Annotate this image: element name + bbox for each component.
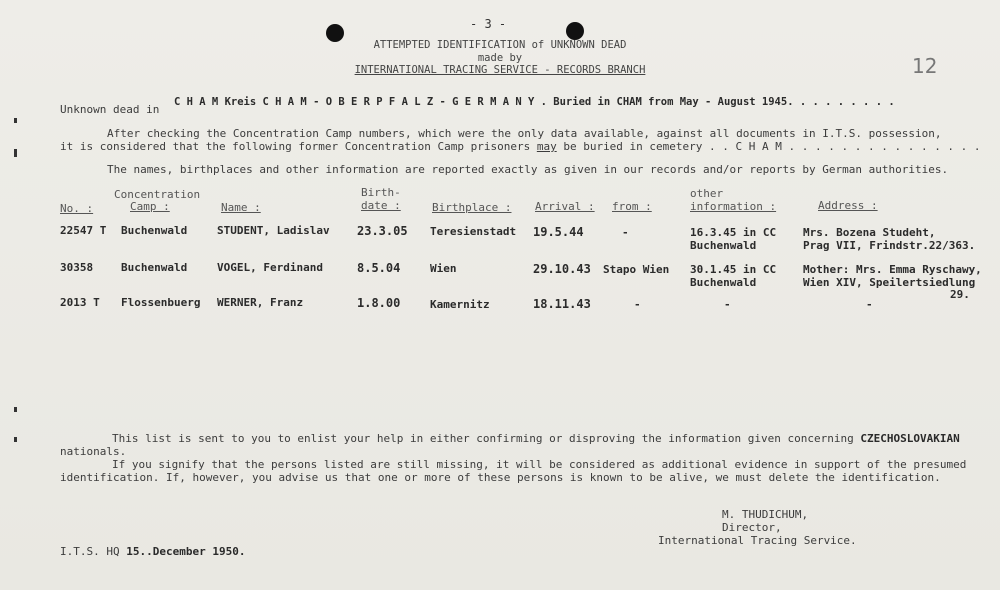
footer-date-line [60,545,245,558]
cell-arrival: 19.5.44 [533,225,584,239]
margin-mark [14,149,17,157]
col-header-name: Name : [221,201,261,214]
closing-nationality: CZECHOSLOVAKIAN [860,432,960,445]
cell-birthdate: 23.3.05 [357,224,408,238]
col-header-birth-top: Birth- [361,186,401,199]
margin-mark [14,407,17,412]
cell-address-3: 29. [950,288,970,301]
cell-camp: Buchenwald [121,224,188,237]
cell-from: Stapo Wien [603,263,670,276]
cell-no: 22547 T [60,224,107,237]
cell-arrival: 29.10.43 [533,262,591,276]
col-header-other: information : [690,200,777,213]
col-header-other-top: other [690,187,724,200]
page-number: - 3 - [470,17,507,31]
cell-other-1: 16.3.45 in CC [690,226,777,239]
cell-birthplace: Wien [430,262,457,275]
signature-name: M. THUDICHUM, [722,508,809,521]
cell-other-2: Buchenwald [690,239,757,252]
margin-mark [14,118,17,123]
col-header-from: from : [612,200,652,213]
cell-name: WERNER, Franz [217,296,304,309]
cell-name: STUDENT, Ladislav [217,224,330,237]
location-prefix: Unknown dead in [60,103,160,116]
cell-address-1: Mother: Mrs. Emma Ryschawy, [803,263,982,276]
closing-line-4: identification. If, however, you advise us that one or more of these persons is known to be alive, we must delete the identification. [60,471,941,484]
col-header-address: Address : [818,199,878,212]
col-header-camp-top: Concentration [114,188,201,201]
header-made-by: made by [477,52,523,64]
cell-camp: Buchenwald [121,261,188,274]
margin-mark [14,437,17,442]
header-organization: INTERNATIONAL TRACING SERVICE - RECORDS BRANCH [354,64,646,76]
cell-camp: Flossenbuerg [121,296,201,309]
closing-line-3: If you signify that the persons listed are still missing, it will be considered as additional evidence in support of the presumed [112,458,967,471]
cell-address-2: Prag VII, Frindstr.22/363. [803,239,976,252]
cell-birthdate: 1.8.00 [357,296,401,310]
signature-org: International Tracing Service. [658,534,857,547]
intro-line-2-end: be buried in cemetery . . C H A M . . . . . . . . . . . . . . . [563,140,981,153]
intro-line-3: The names, birthplaces and other information are reported exactly as given in our records and/or reports by German authorities. [107,163,949,176]
header-title: ATTEMPTED IDENTIFICATION of UNKNOWN DEAD [373,39,627,51]
cell-other-1: 30.1.45 in CC [690,263,777,276]
cell-birthplace: Teresienstadt [430,225,517,238]
col-header-birthdate: date : [361,199,401,212]
cell-no: 2013 T [60,296,100,309]
closing-line-1 [112,432,960,445]
col-header-no: No. : [60,202,94,215]
cell-birthplace: Kamernitz [430,298,490,311]
punch-hole-right [566,22,584,40]
footer-date: 15..December 1950. [126,545,246,558]
cell-address-1: - [866,298,873,311]
col-header-camp: Camp : [130,200,170,213]
col-header-birthplace: Birthplace : [432,201,512,214]
footer-prefix: I.T.S. HQ [60,545,120,558]
cell-from: - [634,298,641,311]
cell-other-1: - [724,298,731,311]
cell-address-2: Wien XIV, Speilertsiedlung [803,276,976,289]
intro-may: may [536,140,557,153]
cell-from: - [622,226,629,239]
location-place: C H A M Kreis C H A M - O B E R P F A L Z - G E R M A N Y . Buried in CHAM from May - August 1945. . . . . . . . . [174,96,895,108]
cell-birthdate: 8.5.04 [357,261,401,275]
corner-number: 12 [912,54,938,78]
cell-arrival: 18.11.43 [533,297,591,311]
cell-address-1: Mrs. Bozena Studeht, [803,226,936,239]
intro-line-2 [60,140,981,153]
closing-line-2: nationals. [60,445,127,458]
cell-name: VOGEL, Ferdinand [217,261,323,274]
closing-text: This list is sent to you to enlist your help in either confirming or disproving the information given concerning [112,432,854,445]
signature-title: Director, [722,521,782,534]
intro-line-1: After checking the Concentration Camp numbers, which were the only data available, against all documents in I.T.S. possession, [107,127,942,140]
cell-no: 30358 [60,261,94,274]
cell-other-2: Buchenwald [690,276,757,289]
intro-line-2-start: it is considered that the following former Concentration Camp prisoners [60,140,531,153]
col-header-arrival: Arrival : [535,200,595,213]
